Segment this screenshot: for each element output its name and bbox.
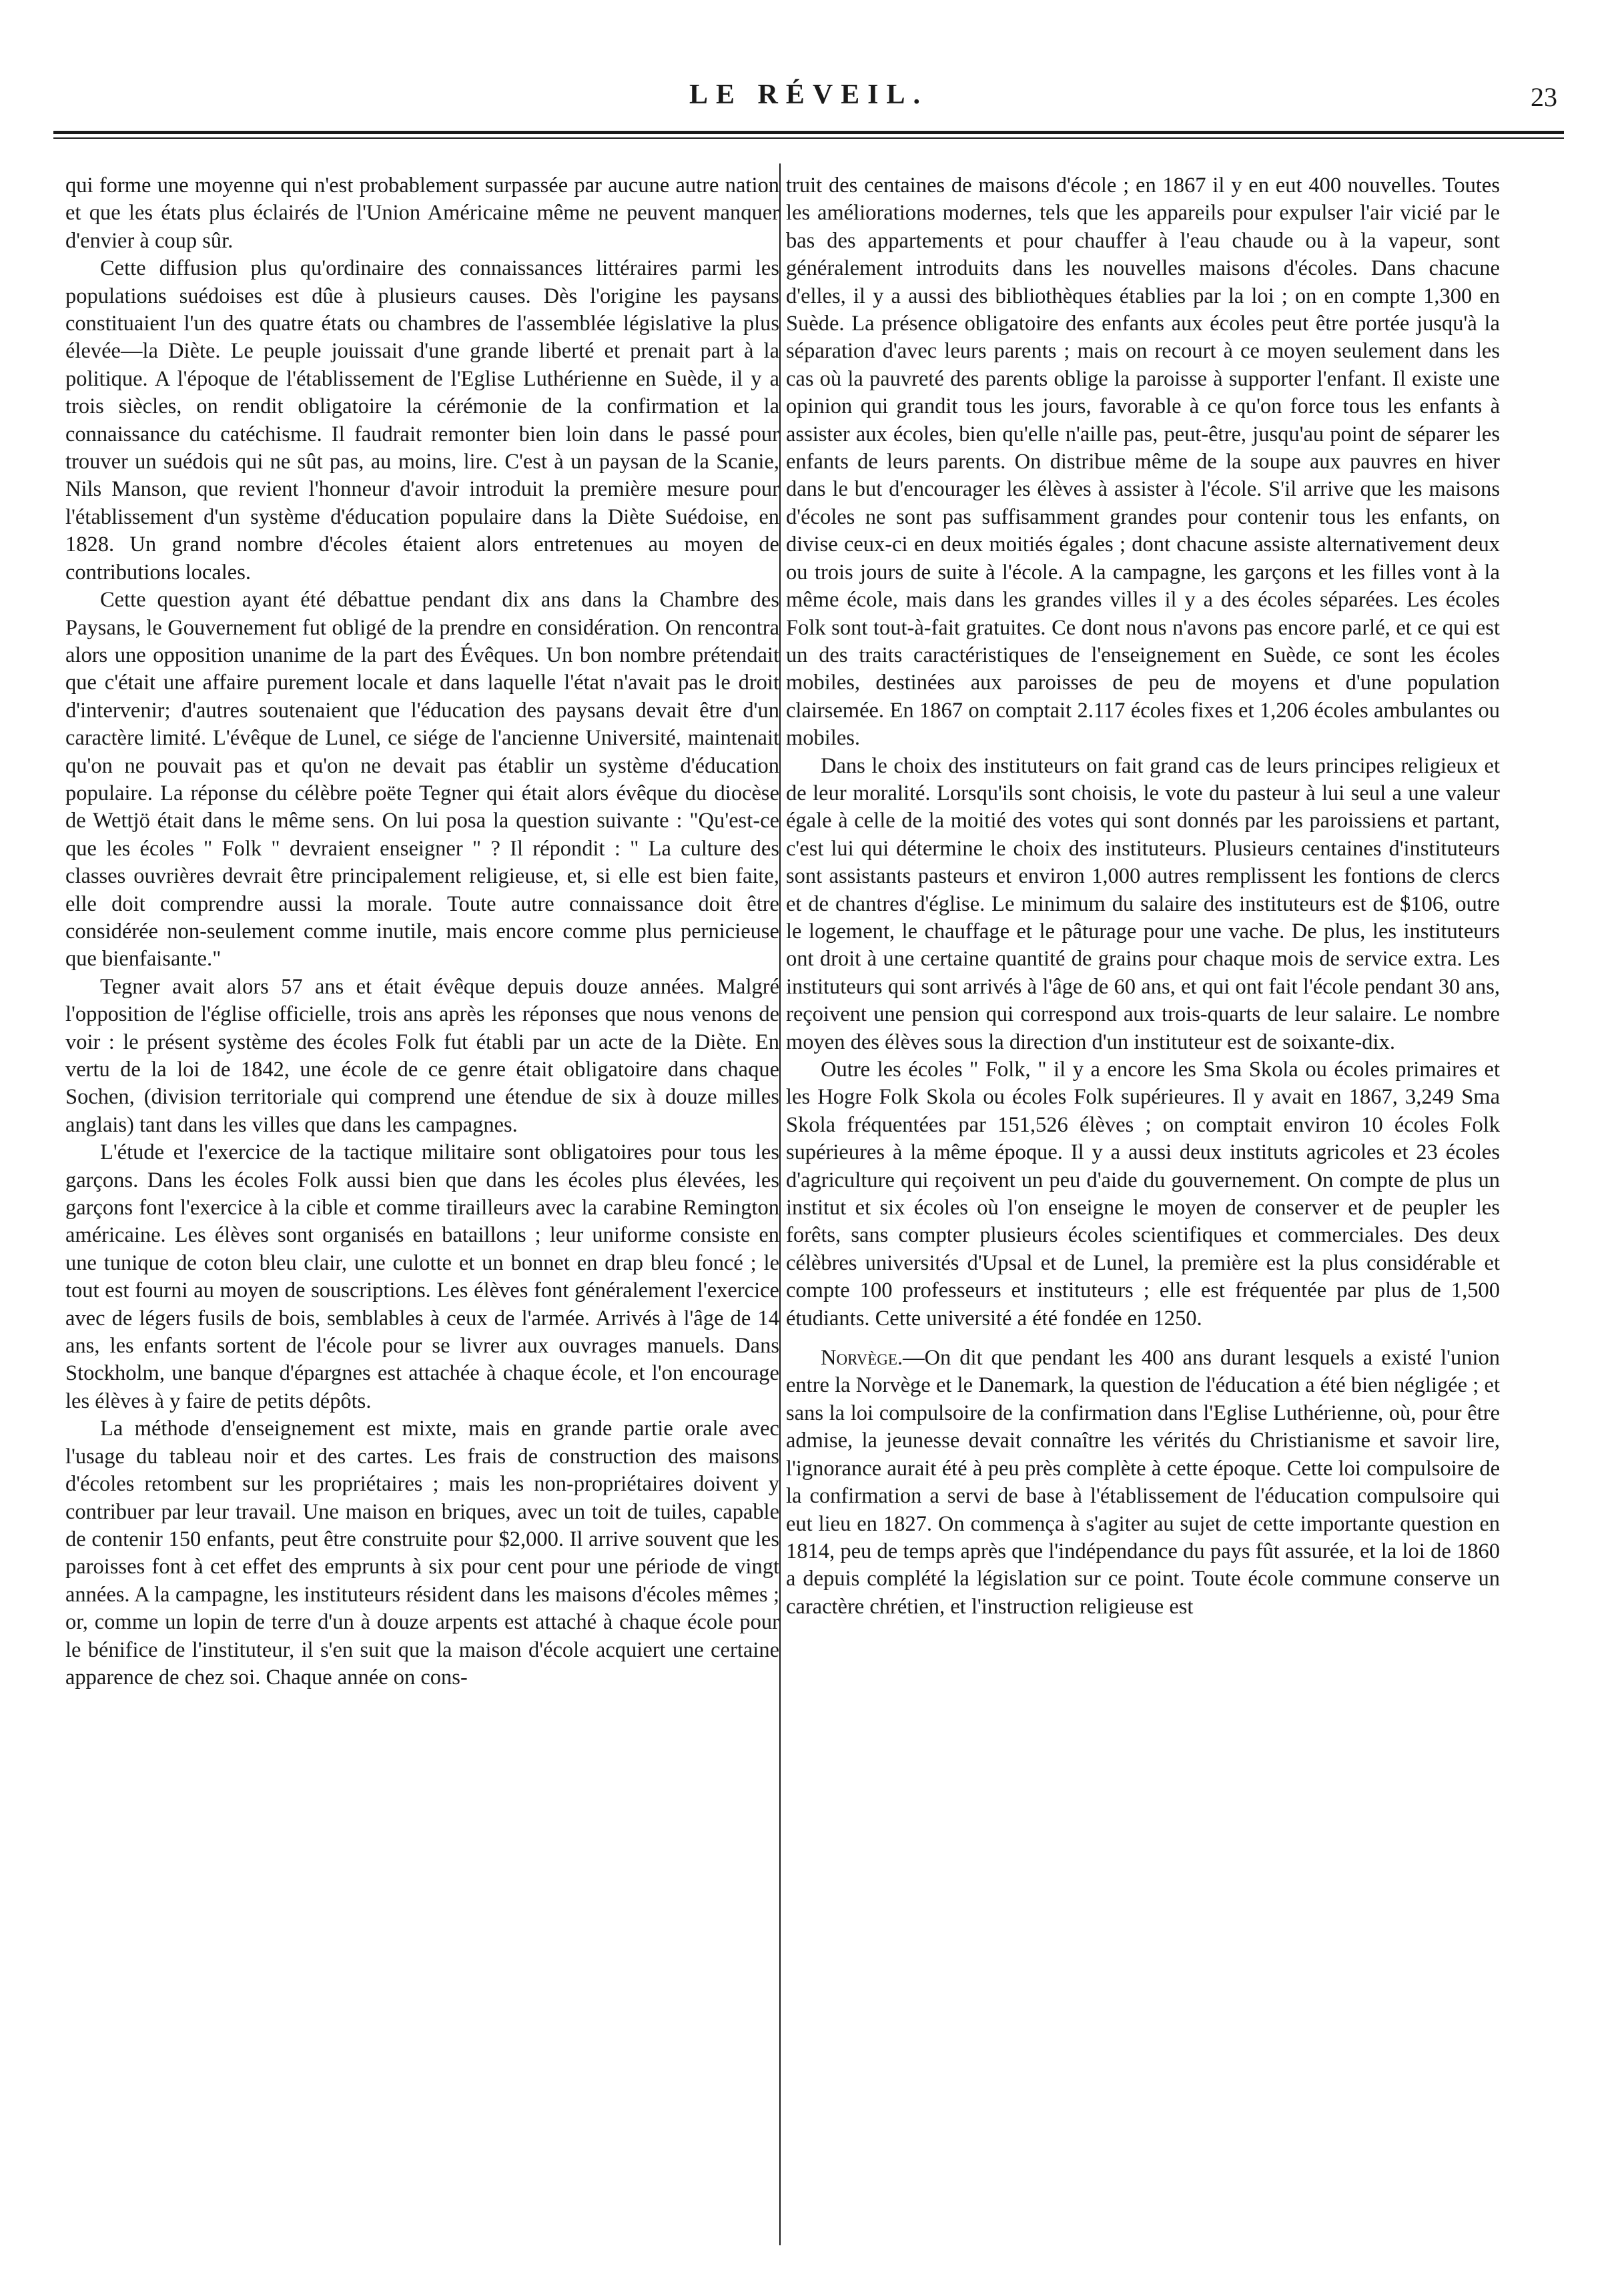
paragraph: Cette diffusion plus qu'ordinaire des connaissances littéraires parmi les populations suédoises est dûe à plusieurs causes. Dès l'origine les paysans constituaient l'un des quatre états ou chambres de l'assemblée législative la plus élevée—la Diète. Le peuple jouissait d'une grande liberté et prenait part à la politique. A l'époque de l'établissement de l'Eglise Luthérienne en Suède, il y a trois siècles, on rendit obligatoire la cérémonie de la confirmation et la connaissance du catéchisme. Il faudrait remonter bien loin dans le passé pour trouver un suédois qui ne sût pas, au moins, lire. C'est à un paysan de la Scanie, Nils Manson, que revient l'honneur d'avoir introduit la première mesure pour l'établissement d'un système d'éducation populaire dans la Diète Suédoise, en 1828. Un grand nombre d'écoles étaient alors entretenues au moyen de contributions locales. <box>65 256 779 585</box>
masthead <box>53 79 1564 145</box>
paragraph: Outre les écoles " Folk, " il y a encore les Sma Skola ou écoles primaires et les Hogre Folk Skola ou écoles Folk supérieures. Il y avait en 1867, 3,249 Sma Skola fréquentées par 151,526 élèves ; on comptait environ 10 écoles Folk supérieures à la même époque. Il y a aussi deux instituts agricoles et 23 écoles d'agriculture qui reçoivent un peu d'aide du gouvernement. On compte de plus un institut et six écoles où l'on enseigne le moyen de conserver et de peupler les forêts, sans compter plusieurs écoles scientifiques et commerciales. Des deux célèbres universités d'Upsal et de Lunel, la première est la plus considérable et compte 100 professeurs et instituteurs ; elle est fréquentée par plus de 1,500 étudiants. Cette université a été fondée en 1250. <box>786 1058 1500 1331</box>
paragraph-norvege <box>786 1345 1500 1621</box>
paragraph: Tegner avait alors 57 ans et était évêque depuis douze années. Malgré l'opposition de l'église officielle, trois ans après les réponses que nous venons de voir : le présent système des écoles Folk fut établi par un acte de la Diète. En vertu de la loi de 1842, une école de ce genre était obligatoire dans chaque Sochen, (division territoriale qui comprend une étendue de six à douze milles anglais) tant dans les villes que dans les campagnes. <box>65 974 779 1137</box>
paragraph: Cette question ayant été débattue pendant dix ans dans la Chambre des Paysans, le Gouvernement fut obligé de la prendre en considération. On rencontra alors une opposition unanime de la part des Évêques. Un bon nombre prétendait que c'était une affaire purement locale et dans laquelle l'état n'avait pas le droit d'intervenir; d'autres soutenaient que l'éducation des paysans devait être d'un caractère limité. L'évêque de Lunel, ce siége de l'ancienne Université, maintenait qu'on ne pouvait pas et qu'on ne devait pas établir un système d'éducation populaire. La réponse du célèbre poëte Tegner qui était alors évêque du diocèse de Wettjö était dans le même sens. On lui posa la question suivante : "Qu'est-ce que les écoles " Folk " devraient enseigner " ? Il répondit : " La culture des classes ouvrières devrait être principalement religieuse, et, si elle est bien faite, elle doit comprendre aussi la morale. Toute autre connaissance doit être considérée non-seulement comme inutile, mais encore comme plus pernicieuse que bienfaisante." <box>65 588 779 972</box>
header-rule-thin <box>53 137 1564 139</box>
page-title: LE RÉVEIL. <box>689 79 929 110</box>
left-column <box>65 172 779 1691</box>
paragraph: L'étude et l'exercice de la tactique militaire sont obligatoires pour tous les garçons. Dans les écoles Folk aussi bien que dans les écoles plus élevées, les garçons font l'exercice à la cible et comme tirailleurs avec la carabine Remington américaine. Les élèves sont organisés en bataillons ; leur uniforme consiste en une tunique de coton bleu clair, une culotte et un bonnet en drap bleu foncé ; le tout est fourni au moyen de souscriptions. Les élèves font généralement l'exercice avec de légers fusils de bois, semblables à ceux de l'armée. Arrivés à l'âge de 14 ans, les enfants sortent de l'école pour se livrer aux ouvrages manuels. Dans Stockholm, une banque d'épargnes est attachée à chaque école, et l'on encourage les élèves à y faire de petits dépôts. <box>65 1140 779 1413</box>
section-text: —On dit que pendant les 400 ans durant lesquels a existé l'union entre la Norvège et le Danemark, la question de l'éducation a été bien négligée ; et sans la loi compulsoire de la confirmation dans l'Eglise Luthérienne, où, pour être admise, la jeunesse devait connaître les vérités du Christianisme et savoir lire, l'ignorance aurait été à peu près complète à cette époque. Cette loi compulsoire de la confirmation a servi de base à l'établissement de l'éducation compulsoire qui eut lieu en 1827. On commença à s'agiter au sujet de cette importante question en 1814, peu de temps après que l'indépendance du pays fût assurée, et la loi de 1860 a depuis complété la législation sur ce point. Toute école commune conserve un caractère chrétien, et l'instruction religieuse est <box>786 1346 1500 1619</box>
paragraph: qui forme une moyenne qui n'est probablement surpassée par aucune autre nation et que les états plus éclairés de l'Union Américaine même ne peuvent manquer d'envier à coup sûr. <box>65 173 779 253</box>
paragraph: Dans le choix des instituteurs on fait grand cas de leurs principes religieux et de leur moralité. Lorsqu'ils sont choisis, le vote du pasteur à lui seul a une valeur égale à celle de la moitié des votes qui sont donnés par les paroissiens et partant, c'est lui qui détermine le choix des instituteurs. Plusieurs centaines d'instituteurs sont assistants pasteurs et environ 1,000 autres remplissent les fontions de clercs et de chantres d'église. Le minimum du salaire des instituteurs est de $106, outre le logement, le chauffage et le pâturage pour une vache. De plus, les instituteurs ont droit à une certaine quantité de grains pour chaque mois de service extra. Les instituteurs qui sont arrivés à l'âge de 60 ans, et qui ont fait l'école pendant 30 ans, reçoivent une pension qui correspond aux trois-quarts de leur salaire. Le nombre moyen des élèves sous la direction d'un instituteur est de soixante-dix. <box>786 753 1500 1054</box>
header-rule-thick <box>53 131 1564 134</box>
column-divider <box>779 163 781 2245</box>
paragraph: truit des centaines de maisons d'école ; en 1867 il y en eut 400 nouvelles. Toutes les améliorations modernes, tels que les appareils pour expulser l'air vicié par le bas des appartements et pour chauffer à l'eau chaude ou à la vapeur, sont généralement introduits dans les nouvelles maisons d'écoles. Dans chacune d'elles, il y a aussi des bibliothèques établies par la loi ; on en compte 1,300 en Suède. La présence obligatoire des enfants aux écoles peut être portée jusqu'à la séparation d'avec leurs parents ; mais on recourt à ce moyen seulement dans les cas où la pauvreté des parents oblige la paroisse à supporter l'enfant. Il existe une opinion qui grandit tous les jours, favorable à ce qu'on force tous les enfants à assister aux écoles, bien qu'elle n'aille pas, peut-être, jusqu'au point de séparer les enfants de leurs parents. On distribue même de la soupe aux pauvres en hiver dans le but d'encourager les élèves à assister à l'école. S'il arrive que les maisons d'écoles ne sont pas suffisamment grandes pour contenir tous les enfants, on divise ceux-ci en deux moitiés égales ; dont chacune assiste alternativement deux ou trois jours de suite à l'école. A la campagne, les garçons et les filles vont à la même école, mais dans les grandes villes il y a des écoles séparées. Les écoles Folk sont tout-à-fait gratuites. Ce dont nous n'avons pas encore parlé, et ce qui est un des traits caractéristiques de l'enseignement en Suède, ce sont les écoles mobiles, destinées aux paroisses de peu de moyens et d'une population clairsemée. En 1867 on comptait 2.117 écoles fixes et 1,206 écoles ambulantes ou mobiles. <box>786 173 1500 751</box>
page-number: 23 <box>1531 82 1557 112</box>
right-column <box>786 172 1500 1621</box>
section-lead: Norvège. <box>821 1346 903 1371</box>
paragraph: La méthode d'enseignement est mixte, mais en grande partie orale avec l'usage du tableau noir et des cartes. Les frais de construction des maisons d'écoles retombent sur les propriétaires ; mais les non-propriétaires doivent y contribuer par leur travail. Une maison en briques, avec un toit de tuiles, capable de contenir 150 enfants, peut être construite pour $2,000. Il arrive souvent que les paroisses font à cet effet des emprunts à six pour cent pour une période de vingt années. A la campagne, les instituteurs résident dans les maisons d'écoles mêmes ; or, comme un lopin de terre d'un à douze arpents est attaché à chaque école pour le bénifice de l'instituteur, il s'en suit que la maison d'école acquiert une certaine apparence de chez soi. Chaque année on cons- <box>65 1417 779 1689</box>
